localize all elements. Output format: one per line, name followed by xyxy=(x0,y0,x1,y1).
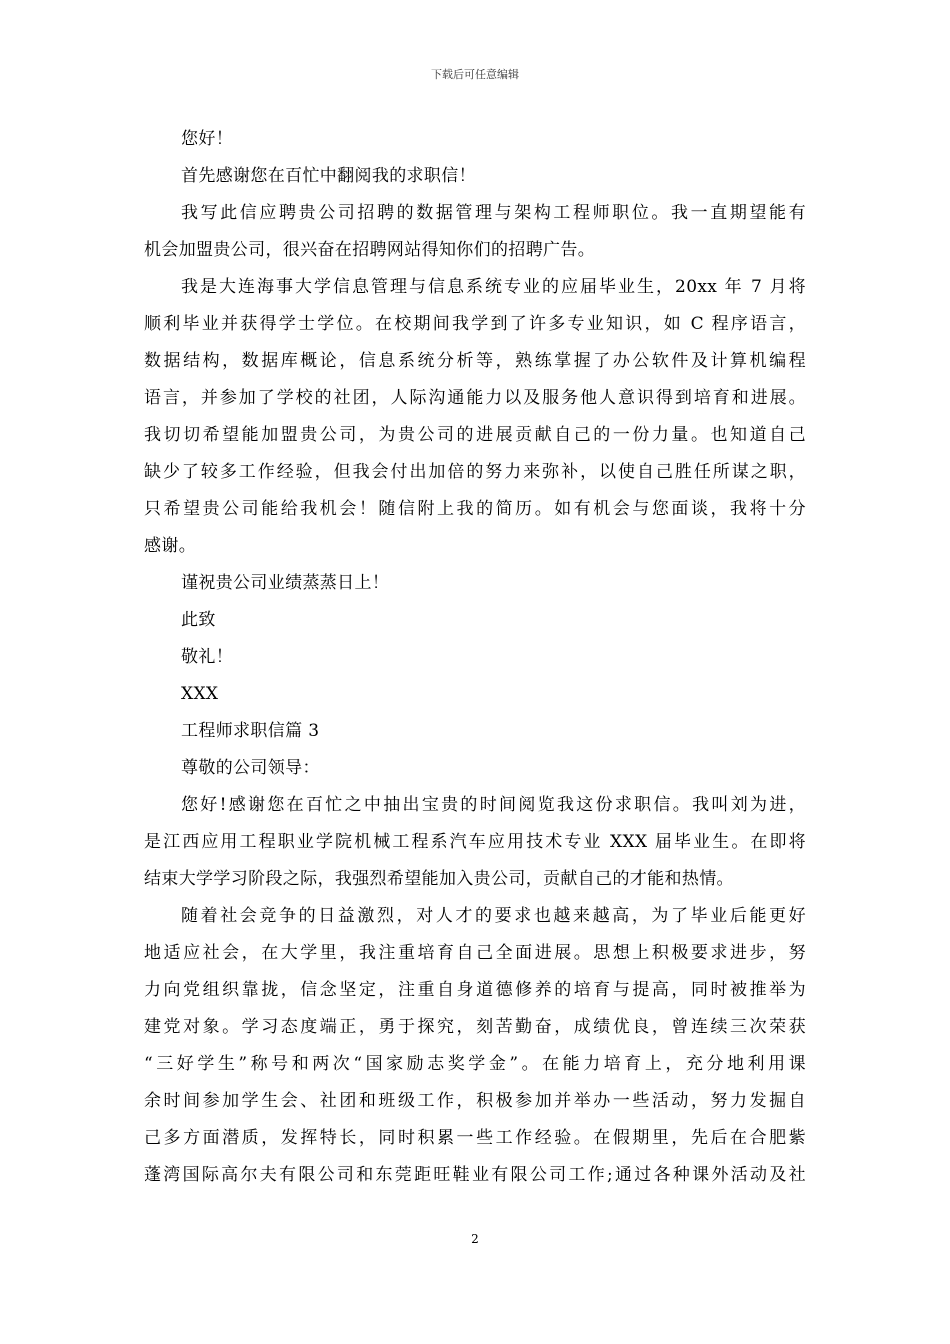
document-body xyxy=(144,121,806,1194)
text-line: 只希望贵公司能给我机会！随信附上我的简历。如有机会与您面谈，我将十分 xyxy=(144,499,806,519)
text-line: 语言，并参加了学校的社团，人际沟通能力以及服务他人意识得到培育和进展。 xyxy=(144,388,806,408)
text-line: 建党对象。学习态度端正，勇于探究，刻苦勤奋，成绩优良，曾连续三次荣获 xyxy=(144,1017,806,1037)
text-line: 我切切希望能加盟贵公司，为贵公司的进展贡献自己的一份力量。也知道自己 xyxy=(144,425,806,445)
text-line: XXX xyxy=(181,684,219,704)
text-line: 随着社会竞争的日益激烈，对人才的要求也越来越高，为了毕业后能更好 xyxy=(181,906,806,926)
text-line: 是江西应用工程职业学院机械工程系汽车应用技术专业 XXX 届毕业生。在即将 xyxy=(144,832,806,852)
text-line: 力向党组织靠拢，信念坚定，注重自身道德修养的培育与提高，同时被推举为 xyxy=(144,980,806,1000)
text-line: 敬礼！ xyxy=(181,647,234,667)
text-line: 您好！ xyxy=(181,129,234,149)
text-line: 数据结构，数据库概论，信息系统分析等，熟练掌握了办公软件及计算机编程 xyxy=(144,351,806,371)
text-line: 工程师求职信篇 3 xyxy=(181,721,320,741)
text-line: 尊敬的公司领导： xyxy=(181,758,320,778)
text-line: 机会加盟贵公司，很兴奋在招聘网站得知你们的招聘广告。 xyxy=(144,240,596,260)
text-line: 感谢。 xyxy=(144,536,197,556)
text-line: 我是大连海事大学信息管理与信息系统专业的应届毕业生，20xx 年 7 月将 xyxy=(181,277,806,297)
text-line: 己多方面潜质，发挥特长，同时积累一些工作经验。在假期里，先后在合肥紫 xyxy=(144,1128,806,1148)
page-number: 2 xyxy=(471,1232,479,1246)
text-line: 缺少了较多工作经验，但我会付出加倍的努力来弥补，以使自己胜任所谋之职， xyxy=(144,462,806,482)
text-line: “三好学生”称号和两次“国家励志奖学金”。在能力培育上，充分地利用课 xyxy=(144,1054,806,1074)
text-line: 谨祝贵公司业绩蒸蒸日上！ xyxy=(181,573,390,593)
text-line: 首先感谢您在百忙中翻阅我的求职信！ xyxy=(181,166,476,186)
text-line: 余时间参加学生会、社团和班级工作，积极参加并举办一些活动，努力发掘自 xyxy=(144,1091,806,1111)
text-line: 此致 xyxy=(181,610,216,630)
page-header-note: 下载后可任意编辑 xyxy=(431,68,519,81)
text-line: 蓬湾国际高尔夫有限公司和东莞距旺鞋业有限公司工作;通过各种课外活动及社 xyxy=(144,1165,806,1185)
text-line: 地适应社会，在大学里，我注重培育自己全面进展。思想上积极要求进步，努 xyxy=(144,943,806,963)
text-line: 我写此信应聘贵公司招聘的数据管理与架构工程师职位。我一直期望能有 xyxy=(181,203,806,223)
text-line: 结束大学学习阶段之际，我强烈希望能加入贵公司，贡献自己的才能和热情。 xyxy=(144,869,734,889)
text-line: 顺利毕业并获得学士学位。在校期间我学到了许多专业知识，如 C 程序语言， xyxy=(144,314,806,334)
text-line: 您好!感谢您在百忙之中抽出宝贵的时间阅览我这份求职信。我叫刘为进， xyxy=(181,795,806,815)
